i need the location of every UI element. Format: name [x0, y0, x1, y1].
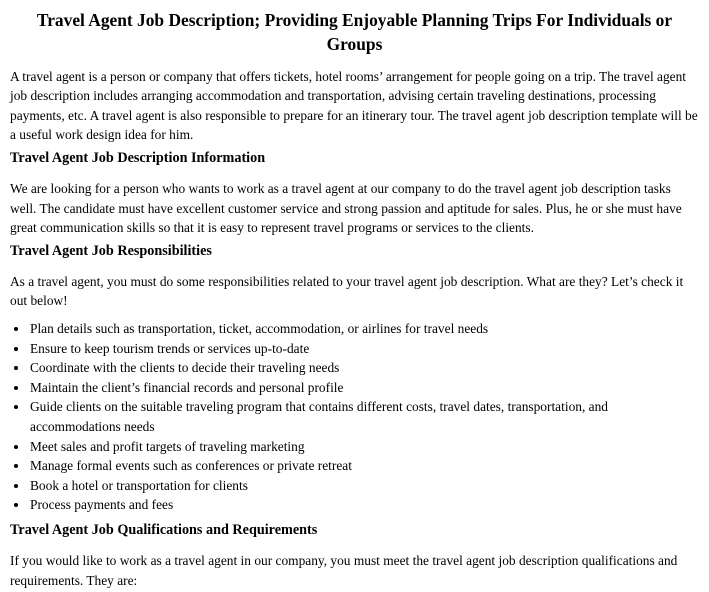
list-item: • Book a hotel or transportation for clients [29, 476, 699, 496]
qualifications-paragraph: If you would like to work as a travel agent in our company, you must meet the travel agent job description qualifications and requirements. They are: [10, 552, 678, 588]
responsibilities-paragraph: As a travel agent, you must do some responsibilities related to your travel agent job description. What are they? Let’s check it out below! [10, 273, 684, 309]
list-item: • Manage formal events such as conferences or private retreat [29, 456, 699, 476]
list-item: • Process payments and fees [29, 495, 699, 515]
list-item: • Coordinate with the clients to decide their traveling needs [29, 358, 699, 378]
section-heading-description-information: Travel Agent Job Description Information [10, 150, 266, 167]
page-title: Travel Agent Job Description; Providing Enjoyable Planning Trips For Individuals or Groups [36, 10, 673, 54]
list-item: • Meet sales and profit targets of traveling marketing [29, 437, 699, 457]
section-heading-qualifications: Travel Agent Job Qualifications and Requirements [10, 521, 318, 538]
list-item: • Guide clients on the suitable traveling program that contains different costs, travel dates, transportation, and accommodations needs [29, 397, 699, 436]
description-information-paragraph: We are looking for a person who wants to work as a travel agent at our company to do the travel agent job description tasks well. The candidate must have excellent customer service and strong passion and aptitude for sales. Plus, he or she must have great communication skills so that it is easy to represent travel programs or services to the clients. [10, 181, 682, 236]
list-item: • Ensure to keep tourism trends or services up-to-date [29, 339, 699, 359]
intro-paragraph: A travel agent is a person or company that offers tickets, hotel rooms’ arrangement for people going on a trip. The travel agent job description includes arranging accommodation and transportation, advising certain traveling destinations, processing payments, etc. A travel agent is also responsible to prepare for an itinerary tour. The travel agent job description template will be a useful work design idea for him. [10, 68, 698, 143]
list-item: • Plan details such as transportation, ticket, accommodation, or airlines for travel needs [29, 319, 699, 339]
responsibilities-list [10, 319, 699, 515]
section-heading-responsibilities: Travel Agent Job Responsibilities [10, 242, 212, 259]
list-item: • Maintain the client’s financial records and personal profile [29, 378, 699, 398]
